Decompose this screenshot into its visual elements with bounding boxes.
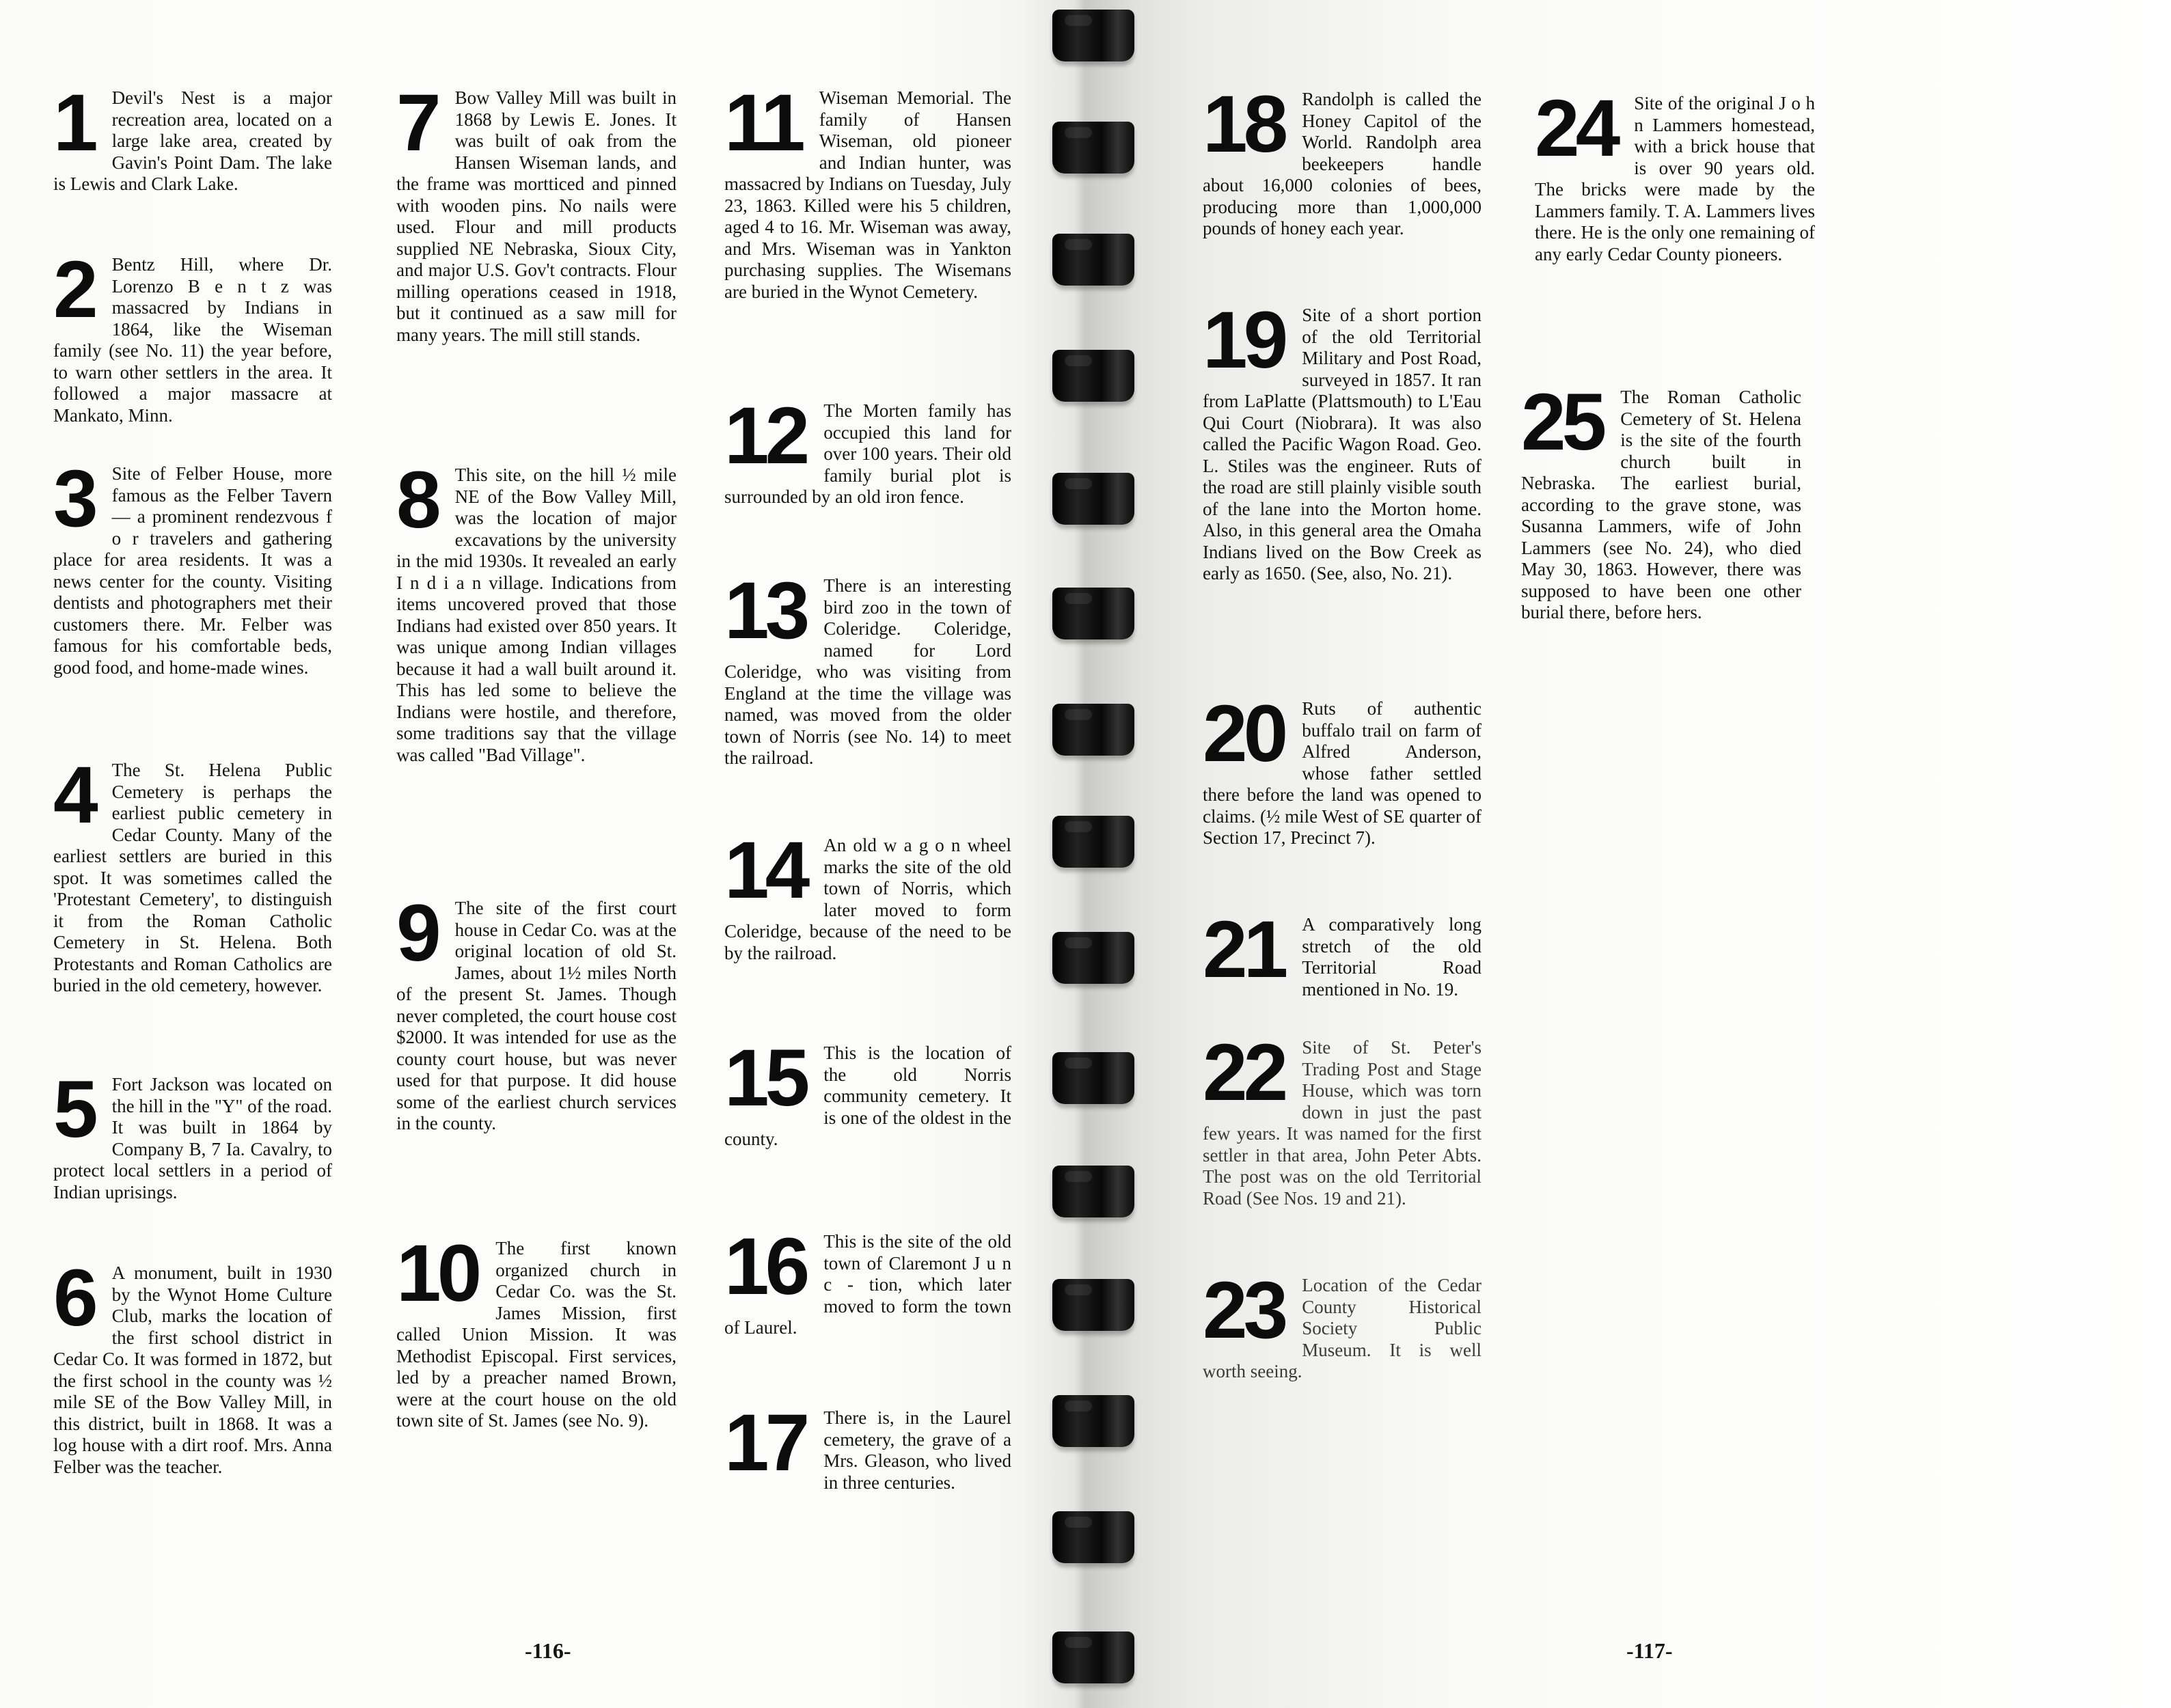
- entry-text: Fort Jackson was located on the hill in the "Y" of the road. It was built in 1864 by Company B, 7 Ia. Cavalry, to protect local settlers in a period of Indian uprisings.: [53, 1074, 332, 1202]
- entry-number: 13: [724, 566, 806, 656]
- entry-number: 1: [53, 78, 94, 168]
- entry-text: A comparatively long stretch of the old Territorial Road mentioned in No. 19.: [1302, 914, 1482, 1000]
- entry-number: 19: [1203, 295, 1285, 385]
- entry-20: [1203, 689, 1482, 849]
- binding-coil: [1052, 10, 1134, 61]
- entry-number: 6: [53, 1253, 94, 1343]
- entry-text: A monument, built in 1930 by the Wynot Home Culture Club, marks the location of the first school district in Cedar Co. It was formed in 1872, but the first school in the county was ½ mile SE of the Bow Valley Mill, in this district, built in 1868. It was a log house with a dirt roof. Mrs. Anna Felber was the teacher.: [53, 1263, 332, 1477]
- entry-13: [724, 566, 1011, 769]
- entry-number: 12: [724, 391, 806, 481]
- entry-15: [724, 1033, 1011, 1151]
- binding-coil: [1052, 234, 1134, 286]
- entry-text: This is the site of the old town of Claremont J u n c - tion, which later moved to form the town of Laurel.: [724, 1231, 1011, 1338]
- binding-coil: [1052, 122, 1134, 174]
- entry-8: [396, 455, 677, 766]
- entry-2: [53, 245, 332, 426]
- binding-coil: [1052, 350, 1134, 402]
- binding-coil: [1052, 1279, 1134, 1331]
- entry-number: 5: [53, 1064, 94, 1155]
- entry-number: 2: [53, 245, 94, 335]
- entry-5: [53, 1064, 332, 1203]
- entry-number: 20: [1203, 689, 1285, 779]
- entry-text: Ruts of authentic buffalo trail on farm of Alfred Anderson, whose father settled there before the land was opened to claims. (½ mile West of SE quarter of Section 17, Precinct 7).: [1203, 698, 1482, 848]
- binding-coil: [1052, 816, 1134, 868]
- entry-21: [1203, 905, 1482, 1000]
- entry-number: 15: [724, 1033, 806, 1123]
- entry-number: 4: [53, 750, 94, 840]
- entry-3: [53, 454, 332, 678]
- entry-number: 8: [396, 455, 437, 545]
- entry-number: 22: [1203, 1028, 1285, 1118]
- entry-number: 16: [724, 1222, 806, 1312]
- entry-number: 24: [1535, 83, 1617, 174]
- entry-text: Location of the Cedar County Historical Society Public Museum. It is well worth seeing.: [1203, 1275, 1482, 1381]
- entry-text: Site of Felber House, more famous as the Felber Tavern — a prominent rendezvous f o r travelers and gathering place for area residents. It was a news center for the county. Visiting dentists and photographers met their customers there. Mr. Felber was famous for his comfortable beds, good food, and home-made wines.: [53, 463, 332, 678]
- entry-1: [53, 78, 332, 195]
- entry-text: The St. Helena Public Cemetery is perhaps the earliest public cemetery in Cedar County. Many of the earliest settlers are buried in this spot. It was sometimes called the 'Protestant Cemetery', to distinguish it from the Roman Catholic Cemetery in St. Helena. Both Protestants and Roman Catholics are buried in the old cemetery, however.: [53, 760, 332, 995]
- entry-text: The first known organized church in Cedar Co. was the St. James Mission, first called Union Mission. It was Methodist Episcopal. First services, led by a preacher named Brown, were at the court house on the old town site of St. James (see No. 9).: [396, 1238, 677, 1431]
- entry-9: [396, 888, 677, 1135]
- entry-text: Wiseman Memorial. The family of Hansen Wiseman, old pioneer and Indian hunter, was massacred by Indians on Tuesday, July 23, 1863. Killed were his 5 children, aged 4 to 16. Mr. Wiseman was away, and Mrs. Wiseman was in Yankton purchasing supplies. The Wisemans are buried in the Wynot Cemetery.: [724, 87, 1011, 302]
- entry-text: Site of the original J o h n Lammers homestead, with a brick house that is over 90 years old. The bricks were made by the Lammers family. T. A. Lammers lives there. He is the only one remaining of any early Cedar County pioneers.: [1535, 93, 1815, 264]
- binding-coil: [1052, 1395, 1134, 1447]
- entry-text: Devil's Nest is a major recreation area, located on a large lake area, created by Gavin's Point Dam. The lake is Lewis and Clark Lake.: [53, 87, 332, 194]
- entry-number: 14: [724, 825, 806, 915]
- entry-number: 10: [396, 1228, 478, 1319]
- entry-number: 3: [53, 454, 94, 544]
- entry-number: 25: [1521, 377, 1603, 467]
- entry-16: [724, 1222, 1011, 1339]
- entry-number: 21: [1203, 905, 1285, 995]
- entry-text: Randolph is called the Honey Capitol of the World. Randolph area beekeepers handle about 16,000 colonies of bees, producing more than 1,000,000 pounds of honey each year.: [1203, 89, 1482, 238]
- entry-10: [396, 1228, 677, 1432]
- entry-7: [396, 78, 677, 346]
- entry-12: [724, 391, 1011, 508]
- entry-text: There is an interesting bird zoo in the town of Coleridge. Coleridge, named for Lord Coleridge, who was visiting from England at the time the village was named, was moved from the older town of Norris (see No. 14) to meet the railroad.: [724, 575, 1011, 768]
- entry-text: This site, on the hill ½ mile NE of the Bow Valley Mill, was the location of major excavations by the university in the mid 1930s. It revealed an early I n d i a n village. Indications from items uncovered proved that those Indians had existed over 850 years. It was unique among Indian villages because it had a wall built around it. This has led some to believe the Indians were hostile, and therefore, some traditions say that the village was called "Bad Village".: [396, 465, 677, 765]
- entry-number: 11: [724, 78, 802, 168]
- entry-text: An old w a g o n wheel marks the site of the old town of Norris, which later moved to form Coleridge, because of the need to be by the railroad.: [724, 835, 1011, 963]
- entry-number: 23: [1203, 1265, 1285, 1355]
- entry-text: Site of a short portion of the old Territorial Military and Post Road, surveyed in 1857. It ran from LaPlatte (Plattsmouth) to L'Eau Qui Court (Niobrara). It was also called the Pacific Wagon Road. Geo. L. Stiles was the engineer. Ruts of the road are still plainly visible south of the lane into the Morton home. Also, in this general area the Omaha Indians lived on the Bow Creek as early as 1650. (See, also, No. 21).: [1203, 305, 1482, 583]
- entry-text: Site of St. Peter's Trading Post and Stage House, which was torn down in just the past few years. It was named for the first settler in that area, John Peter Abts. The post was on the old Territorial Road (See Nos. 19 and 21).: [1203, 1037, 1482, 1209]
- entry-number: 18: [1203, 79, 1285, 169]
- entry-6: [53, 1253, 332, 1478]
- binding-coil: [1052, 1166, 1134, 1217]
- binding-coil: [1052, 1631, 1134, 1683]
- entry-11: [724, 78, 1011, 303]
- entry-14: [724, 825, 1011, 964]
- page-number-left: -116-: [525, 1638, 571, 1663]
- entry-25: [1521, 377, 1801, 624]
- entry-number: 17: [724, 1398, 806, 1488]
- entry-number: 7: [396, 78, 437, 168]
- entry-text: The Roman Catholic Cemetery of St. Helena is the site of the fourth church built in Nebraska. The earliest burial, according to the grave stone, was Susanna Lammers, wife of John Lammers (see No. 24), who died May 30, 1863. However, there was supposed to have been one other burial there, before hers.: [1521, 387, 1801, 622]
- entry-24: [1535, 83, 1815, 265]
- entry-text: The Morten family has occupied this land for over 100 years. Their old family burial plot is surrounded by an old iron fence.: [724, 400, 1011, 507]
- binding-coil: [1052, 1052, 1134, 1104]
- binding-coil: [1052, 932, 1134, 984]
- entry-text: This is the location of the old Norris community cemetery. It is one of the oldest in the county.: [724, 1043, 1011, 1149]
- entry-text: The site of the first court house in Cedar Co. was at the original location of old St. James, about 1½ miles North of the present St. James. Though never completed, the court house cost $2000. It was intended for use as the county court house, but was never used for that purpose. It did house some of the earliest church services in the county.: [396, 898, 677, 1133]
- entry-18: [1203, 79, 1482, 240]
- page-number-right: -117-: [1626, 1638, 1673, 1663]
- entry-22: [1203, 1028, 1482, 1209]
- entry-text: Bentz Hill, where Dr. Lorenzo B e n t z was massacred by Indians in 1864, like the Wiseman family (see No. 11) the year before, to warn other settlers in the area. It followed a major massacre at Mankato, Minn.: [53, 254, 332, 426]
- entry-4: [53, 750, 332, 997]
- entry-23: [1203, 1265, 1482, 1383]
- binding-coil: [1052, 1511, 1134, 1563]
- entry-text: Bow Valley Mill was built in 1868 by Lewis E. Jones. It was built of oak from the Hansen Wiseman lands, and the frame was mortticed and pinned with wooden pins. No nails were used. Flour and mill products supplied NE Nebraska, Sioux City, and major U.S. Gov't contracts. Flour milling operations ceased in 1918, but it continued as a saw mill for many years. The mill still stands.: [396, 87, 677, 345]
- entry-17: [724, 1398, 1011, 1493]
- binding-coil: [1052, 588, 1134, 639]
- entry-number: 9: [396, 888, 437, 978]
- binding-coil: [1052, 473, 1134, 525]
- entry-19: [1203, 295, 1482, 585]
- entry-text: There is, in the Laurel cemetery, the grave of a Mrs. Gleason, who lived in three centuries.: [823, 1407, 1011, 1493]
- binding-coil: [1052, 704, 1134, 756]
